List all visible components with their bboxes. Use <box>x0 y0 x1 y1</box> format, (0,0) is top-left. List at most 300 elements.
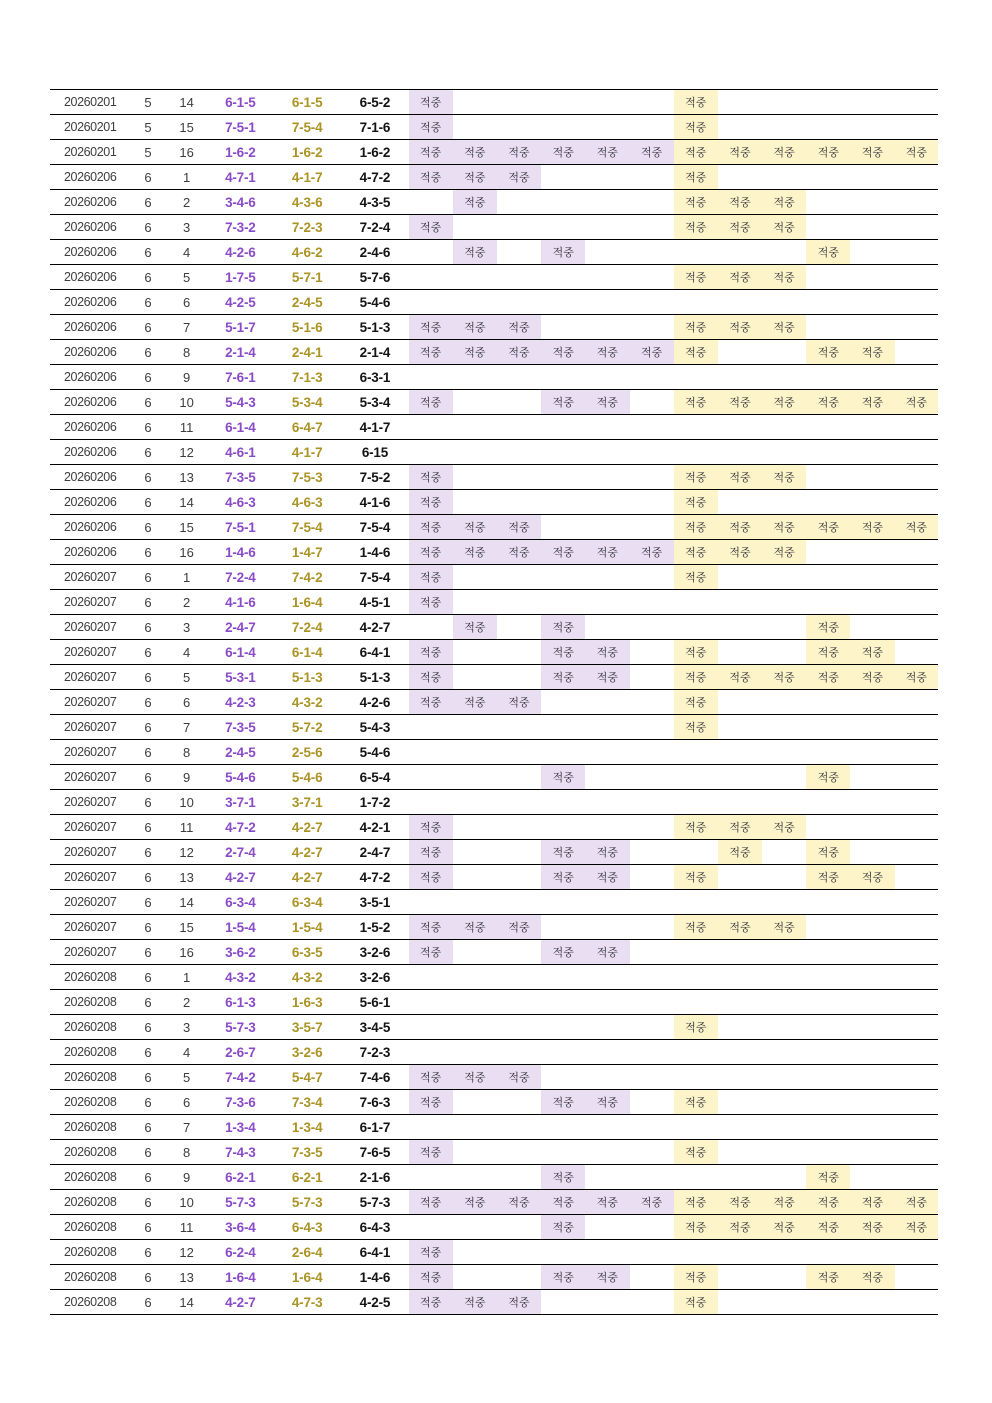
yellow-hit-badge-2: 적중 <box>718 515 762 540</box>
purple-hit-badge-6: 적중 <box>630 140 674 165</box>
purple-hit-badge-6 <box>630 840 674 865</box>
pick1-cell: 7-5-1 <box>225 519 256 535</box>
result-cell: 6-1-7 <box>359 1119 391 1135</box>
purple-hit-badge-5 <box>585 1015 629 1040</box>
yellow-hit-badge-4 <box>806 940 850 965</box>
yellow-hit-badge-5 <box>850 215 894 240</box>
purple-hit-badge-5 <box>585 1140 629 1165</box>
table-row <box>50 840 938 865</box>
game-number-cell: 6 <box>182 294 191 310</box>
table-row <box>50 1140 938 1165</box>
round-cell: 6 <box>144 369 152 385</box>
purple-hit-badge-1: 적중 <box>409 840 453 865</box>
pick2-cell: 7-5-4 <box>291 519 323 535</box>
yellow-hit-badge-2 <box>718 1115 762 1140</box>
pick2-cell: 1-5-4 <box>291 919 323 935</box>
purple-hit-badge-5 <box>585 240 629 265</box>
game-number-cell: 9 <box>182 1169 191 1185</box>
results-table <box>50 89 938 1315</box>
game-number-cell: 15 <box>179 519 194 535</box>
yellow-hit-badge-6 <box>895 190 938 215</box>
yellow-hit-badge-4 <box>806 190 850 215</box>
purple-hit-badge-6 <box>630 965 674 990</box>
purple-hit-badge-1: 적중 <box>409 490 453 515</box>
yellow-hit-badge-5 <box>850 365 894 390</box>
yellow-hit-badge-2 <box>718 165 762 190</box>
date-cell: 20260208 <box>63 995 117 1009</box>
purple-hit-badge-5: 적중 <box>585 865 629 890</box>
purple-hit-badge-1: 적중 <box>409 90 453 115</box>
result-cell: 7-6-5 <box>359 1144 391 1160</box>
purple-hit-badge-4 <box>541 1115 585 1140</box>
result-cell: 3-2-6 <box>359 969 391 985</box>
pick2-cell: 1-6-4 <box>291 1269 323 1285</box>
result-cell: 2-1-4 <box>359 344 391 360</box>
yellow-hit-badge-3 <box>762 590 806 615</box>
yellow-hit-badge-2: 적중 <box>718 465 762 490</box>
yellow-hit-badge-4 <box>806 1090 850 1115</box>
date-cell: 20260208 <box>63 1145 117 1159</box>
purple-hit-badge-5 <box>585 565 629 590</box>
table-row <box>50 790 938 815</box>
purple-hit-badge-4 <box>541 365 585 390</box>
result-cell: 5-1-3 <box>359 319 391 335</box>
game-number-cell: 15 <box>179 119 194 135</box>
purple-hit-badge-6 <box>630 865 674 890</box>
purple-hit-badge-2 <box>453 940 497 965</box>
table-row <box>50 90 938 115</box>
purple-hit-badge-4 <box>541 265 585 290</box>
yellow-hit-badge-3: 적중 <box>762 1215 806 1240</box>
table-row <box>50 215 938 240</box>
purple-hit-badge-1: 적중 <box>409 165 453 190</box>
result-cell: 7-5-4 <box>359 519 391 535</box>
purple-hit-badge-4: 적중 <box>541 1090 585 1115</box>
purple-hit-badge-1: 적중 <box>409 1065 453 1090</box>
yellow-hit-badge-4 <box>806 1065 850 1090</box>
purple-hit-badge-3 <box>497 90 541 115</box>
yellow-hit-badge-6: 적중 <box>895 665 938 690</box>
yellow-hit-badge-4 <box>806 1290 850 1315</box>
purple-hit-badge-1 <box>409 440 453 465</box>
table-row <box>50 140 938 165</box>
yellow-hit-badge-2: 적중 <box>718 1215 762 1240</box>
yellow-hit-badge-6 <box>895 1040 938 1065</box>
table-row <box>50 340 938 365</box>
yellow-hit-badge-6 <box>895 365 938 390</box>
purple-hit-badge-6 <box>630 715 674 740</box>
pick1-cell: 1-6-2 <box>225 144 256 160</box>
round-cell: 6 <box>144 819 152 835</box>
game-number-cell: 2 <box>182 194 191 210</box>
pick2-cell: 7-1-3 <box>291 369 323 385</box>
yellow-hit-badge-5 <box>850 940 894 965</box>
game-number-cell: 12 <box>179 444 194 460</box>
yellow-hit-badge-6: 적중 <box>895 390 938 415</box>
result-cell: 4-7-2 <box>359 169 391 185</box>
purple-hit-badge-1: 적중 <box>409 915 453 940</box>
purple-hit-badge-2 <box>453 1090 497 1115</box>
purple-hit-badge-5 <box>585 1240 629 1265</box>
date-cell: 20260207 <box>63 945 117 959</box>
yellow-hit-badge-3 <box>762 1140 806 1165</box>
purple-hit-badge-3 <box>497 415 541 440</box>
yellow-hit-badge-3: 적중 <box>762 140 806 165</box>
purple-hit-badge-4 <box>541 115 585 140</box>
yellow-hit-badge-5: 적중 <box>850 140 894 165</box>
yellow-hit-badge-6 <box>895 990 938 1015</box>
result-cell: 6-4-3 <box>359 1219 391 1235</box>
purple-hit-badge-3 <box>497 490 541 515</box>
yellow-hit-badge-2 <box>718 240 762 265</box>
yellow-hit-badge-1: 적중 <box>674 315 718 340</box>
round-cell: 6 <box>144 694 152 710</box>
yellow-hit-badge-4 <box>806 315 850 340</box>
results-grid <box>50 89 938 1315</box>
yellow-hit-badge-5 <box>850 1040 894 1065</box>
round-cell: 6 <box>144 619 152 635</box>
yellow-hit-badge-3 <box>762 1265 806 1290</box>
game-number-cell: 7 <box>182 319 191 335</box>
yellow-hit-badge-5 <box>850 240 894 265</box>
pick1-cell: 7-2-4 <box>225 569 256 585</box>
purple-hit-badge-5: 적중 <box>585 640 629 665</box>
game-number-cell: 6 <box>182 694 191 710</box>
date-cell: 20260206 <box>63 345 117 359</box>
result-cell: 6-5-4 <box>359 769 391 785</box>
yellow-hit-badge-3 <box>762 690 806 715</box>
table-row <box>50 990 938 1015</box>
purple-hit-badge-5 <box>585 1115 629 1140</box>
game-number-cell: 12 <box>179 1244 194 1260</box>
yellow-hit-badge-4 <box>806 90 850 115</box>
purple-hit-badge-6 <box>630 265 674 290</box>
yellow-hit-badge-4: 적중 <box>806 765 850 790</box>
yellow-hit-badge-1: 적중 <box>674 1265 718 1290</box>
date-cell: 20260208 <box>63 1045 117 1059</box>
game-number-cell: 1 <box>182 569 191 585</box>
purple-hit-badge-5 <box>585 515 629 540</box>
purple-hit-badge-3 <box>497 290 541 315</box>
purple-hit-badge-6 <box>630 1165 674 1190</box>
yellow-hit-badge-4: 적중 <box>806 1190 850 1215</box>
round-cell: 6 <box>144 494 152 510</box>
purple-hit-badge-4 <box>541 565 585 590</box>
purple-hit-badge-5 <box>585 165 629 190</box>
pick1-cell: 7-3-6 <box>225 1094 256 1110</box>
pick1-cell: 7-3-2 <box>225 219 256 235</box>
yellow-hit-badge-4 <box>806 115 850 140</box>
yellow-hit-badge-1: 적중 <box>674 1140 718 1165</box>
date-cell: 20260206 <box>63 495 117 509</box>
date-cell: 20260208 <box>63 1270 117 1284</box>
pick2-cell: 6-4-7 <box>291 419 323 435</box>
pick2-cell: 4-2-7 <box>291 819 323 835</box>
purple-hit-badge-1 <box>409 240 453 265</box>
game-number-cell: 8 <box>182 344 191 360</box>
purple-hit-badge-6 <box>630 940 674 965</box>
result-cell: 5-4-3 <box>359 719 391 735</box>
round-cell: 6 <box>144 1144 152 1160</box>
pick2-cell: 6-2-1 <box>291 1169 323 1185</box>
purple-hit-badge-1 <box>409 615 453 640</box>
purple-hit-badge-6 <box>630 915 674 940</box>
yellow-hit-badge-5 <box>850 90 894 115</box>
yellow-hit-badge-4 <box>806 1115 850 1140</box>
purple-hit-badge-1: 적중 <box>409 515 453 540</box>
purple-hit-badge-6 <box>630 365 674 390</box>
pick2-cell: 4-6-2 <box>291 244 323 260</box>
yellow-hit-badge-6 <box>895 690 938 715</box>
purple-hit-badge-2 <box>453 490 497 515</box>
pick2-cell: 4-1-7 <box>291 444 323 460</box>
purple-hit-badge-3 <box>497 815 541 840</box>
purple-hit-badge-5 <box>585 265 629 290</box>
pick2-cell: 5-4-7 <box>291 1069 323 1085</box>
pick1-cell: 7-3-5 <box>225 719 256 735</box>
round-cell: 6 <box>144 1119 152 1135</box>
table-row <box>50 590 938 615</box>
date-cell: 20260208 <box>63 1195 117 1209</box>
purple-hit-badge-1: 적중 <box>409 115 453 140</box>
yellow-hit-badge-5 <box>850 815 894 840</box>
date-cell: 20260208 <box>63 1220 117 1234</box>
round-cell: 6 <box>144 469 152 485</box>
date-cell: 20260207 <box>63 795 117 809</box>
purple-hit-badge-2: 적중 <box>453 240 497 265</box>
purple-hit-badge-5: 적중 <box>585 1265 629 1290</box>
purple-hit-badge-5 <box>585 790 629 815</box>
pick1-cell: 5-7-3 <box>225 1194 256 1210</box>
table-row <box>50 1290 938 1315</box>
purple-hit-badge-6 <box>630 1115 674 1140</box>
purple-hit-badge-1: 적중 <box>409 865 453 890</box>
purple-hit-badge-5 <box>585 990 629 1015</box>
yellow-hit-badge-5 <box>850 565 894 590</box>
yellow-hit-badge-3 <box>762 990 806 1015</box>
purple-hit-badge-3 <box>497 990 541 1015</box>
pick1-cell: 2-4-5 <box>225 744 256 760</box>
yellow-hit-badge-4 <box>806 965 850 990</box>
result-cell: 5-7-6 <box>359 269 391 285</box>
game-number-cell: 12 <box>179 844 194 860</box>
pick2-cell: 1-6-3 <box>291 994 323 1010</box>
date-cell: 20260207 <box>63 870 117 884</box>
yellow-hit-badge-3: 적중 <box>762 915 806 940</box>
purple-hit-badge-1: 적중 <box>409 815 453 840</box>
purple-hit-badge-5 <box>585 1040 629 1065</box>
result-cell: 4-5-1 <box>359 594 391 610</box>
purple-hit-badge-3: 적중 <box>497 915 541 940</box>
yellow-hit-badge-6: 적중 <box>895 140 938 165</box>
yellow-hit-badge-6 <box>895 1090 938 1115</box>
purple-hit-badge-4 <box>541 215 585 240</box>
yellow-hit-badge-4 <box>806 890 850 915</box>
pick2-cell: 7-4-2 <box>291 569 323 585</box>
purple-hit-badge-6 <box>630 590 674 615</box>
purple-hit-badge-3 <box>497 890 541 915</box>
yellow-hit-badge-6 <box>895 1065 938 1090</box>
round-cell: 6 <box>144 1094 152 1110</box>
purple-hit-badge-4: 적중 <box>541 765 585 790</box>
yellow-hit-badge-2 <box>718 940 762 965</box>
game-number-cell: 7 <box>182 719 191 735</box>
yellow-hit-badge-3 <box>762 565 806 590</box>
purple-hit-badge-4 <box>541 1015 585 1040</box>
purple-hit-badge-3 <box>497 865 541 890</box>
yellow-hit-badge-4 <box>806 1240 850 1265</box>
date-cell: 20260207 <box>63 920 117 934</box>
purple-hit-badge-5 <box>585 740 629 765</box>
purple-hit-badge-2 <box>453 115 497 140</box>
round-cell: 6 <box>144 894 152 910</box>
yellow-hit-badge-3: 적중 <box>762 1190 806 1215</box>
yellow-hit-badge-6 <box>895 640 938 665</box>
purple-hit-badge-1: 적중 <box>409 540 453 565</box>
round-cell: 6 <box>144 1169 152 1185</box>
purple-hit-badge-3 <box>497 365 541 390</box>
yellow-hit-badge-1: 적중 <box>674 690 718 715</box>
yellow-hit-badge-5 <box>850 840 894 865</box>
yellow-hit-badge-2 <box>718 1265 762 1290</box>
yellow-hit-badge-1: 적중 <box>674 265 718 290</box>
result-cell: 5-7-3 <box>359 1194 391 1210</box>
pick1-cell: 6-2-1 <box>225 1169 256 1185</box>
pick2-cell: 1-6-4 <box>291 594 323 610</box>
purple-hit-badge-4: 적중 <box>541 1215 585 1240</box>
yellow-hit-badge-2 <box>718 765 762 790</box>
pick1-cell: 7-4-2 <box>225 1069 256 1085</box>
result-cell: 1-7-2 <box>359 794 391 810</box>
yellow-hit-badge-6 <box>895 590 938 615</box>
purple-hit-badge-2 <box>453 865 497 890</box>
round-cell: 6 <box>144 1069 152 1085</box>
yellow-hit-badge-2 <box>718 340 762 365</box>
pick1-cell: 6-1-4 <box>225 644 256 660</box>
purple-hit-badge-2 <box>453 990 497 1015</box>
yellow-hit-badge-2 <box>718 115 762 140</box>
yellow-hit-badge-2 <box>718 1140 762 1165</box>
purple-hit-badge-6 <box>630 990 674 1015</box>
yellow-hit-badge-6: 적중 <box>895 515 938 540</box>
pick2-cell: 4-7-3 <box>291 1294 323 1310</box>
purple-hit-badge-5: 적중 <box>585 1090 629 1115</box>
purple-hit-badge-5 <box>585 690 629 715</box>
result-cell: 1-4-6 <box>359 1269 391 1285</box>
round-cell: 6 <box>144 419 152 435</box>
yellow-hit-badge-2 <box>718 690 762 715</box>
purple-hit-badge-3 <box>497 790 541 815</box>
purple-hit-badge-2 <box>453 1015 497 1040</box>
purple-hit-badge-5 <box>585 765 629 790</box>
yellow-hit-badge-4 <box>806 1040 850 1065</box>
pick2-cell: 4-6-3 <box>291 494 323 510</box>
purple-hit-badge-6: 적중 <box>630 540 674 565</box>
yellow-hit-badge-3: 적중 <box>762 190 806 215</box>
purple-hit-badge-3 <box>497 215 541 240</box>
result-cell: 7-2-4 <box>359 219 391 235</box>
pick2-cell: 7-5-4 <box>291 119 323 135</box>
date-cell: 20260206 <box>63 220 117 234</box>
game-number-cell: 9 <box>182 369 191 385</box>
round-cell: 6 <box>144 644 152 660</box>
pick1-cell: 4-6-3 <box>225 494 256 510</box>
yellow-hit-badge-6 <box>895 215 938 240</box>
yellow-hit-badge-6 <box>895 415 938 440</box>
yellow-hit-badge-4 <box>806 790 850 815</box>
yellow-hit-badge-5: 적중 <box>850 865 894 890</box>
round-cell: 6 <box>144 1219 152 1235</box>
purple-hit-badge-2 <box>453 1115 497 1140</box>
purple-hit-badge-3 <box>497 1015 541 1040</box>
purple-hit-badge-1: 적중 <box>409 390 453 415</box>
yellow-hit-badge-2: 적중 <box>718 190 762 215</box>
yellow-hit-badge-3 <box>762 1240 806 1265</box>
game-number-cell: 15 <box>179 919 194 935</box>
purple-hit-badge-3 <box>497 665 541 690</box>
table-row <box>50 265 938 290</box>
round-cell: 5 <box>144 94 152 110</box>
purple-hit-badge-6 <box>630 1065 674 1090</box>
round-cell: 6 <box>144 269 152 285</box>
purple-hit-badge-2 <box>453 1040 497 1065</box>
yellow-hit-badge-5 <box>850 715 894 740</box>
yellow-hit-badge-1 <box>674 615 718 640</box>
purple-hit-badge-2 <box>453 590 497 615</box>
result-cell: 2-4-7 <box>359 844 391 860</box>
purple-hit-badge-5: 적중 <box>585 840 629 865</box>
pick2-cell: 2-4-1 <box>291 344 323 360</box>
result-cell: 4-2-5 <box>359 1294 391 1310</box>
pick1-cell: 3-6-4 <box>225 1219 256 1235</box>
date-cell: 20260207 <box>63 570 117 584</box>
result-cell: 4-2-6 <box>359 694 391 710</box>
yellow-hit-badge-6 <box>895 265 938 290</box>
round-cell: 6 <box>144 519 152 535</box>
pick1-cell: 4-2-5 <box>225 294 256 310</box>
date-cell: 20260206 <box>63 445 117 459</box>
yellow-hit-badge-4: 적중 <box>806 865 850 890</box>
yellow-hit-badge-5 <box>850 615 894 640</box>
yellow-hit-badge-1: 적중 <box>674 190 718 215</box>
yellow-hit-badge-1 <box>674 290 718 315</box>
result-cell: 4-1-6 <box>359 494 391 510</box>
yellow-hit-badge-5 <box>850 440 894 465</box>
yellow-hit-badge-3 <box>762 340 806 365</box>
date-cell: 20260207 <box>63 695 117 709</box>
yellow-hit-badge-6 <box>895 1265 938 1290</box>
yellow-hit-badge-4 <box>806 815 850 840</box>
yellow-hit-badge-4 <box>806 740 850 765</box>
purple-hit-badge-4 <box>541 1240 585 1265</box>
yellow-hit-badge-3 <box>762 740 806 765</box>
purple-hit-badge-5: 적중 <box>585 540 629 565</box>
yellow-hit-badge-4 <box>806 165 850 190</box>
purple-hit-badge-2 <box>453 715 497 740</box>
purple-hit-badge-6 <box>630 665 674 690</box>
purple-hit-badge-5 <box>585 415 629 440</box>
purple-hit-badge-6 <box>630 1265 674 1290</box>
yellow-hit-badge-5 <box>850 990 894 1015</box>
pick2-cell: 3-2-6 <box>291 1044 323 1060</box>
yellow-hit-badge-5 <box>850 915 894 940</box>
yellow-hit-badge-6 <box>895 240 938 265</box>
date-cell: 20260207 <box>63 720 117 734</box>
yellow-hit-badge-3 <box>762 115 806 140</box>
purple-hit-badge-4 <box>541 465 585 490</box>
pick1-cell: 4-1-6 <box>225 594 256 610</box>
purple-hit-badge-5 <box>585 1215 629 1240</box>
